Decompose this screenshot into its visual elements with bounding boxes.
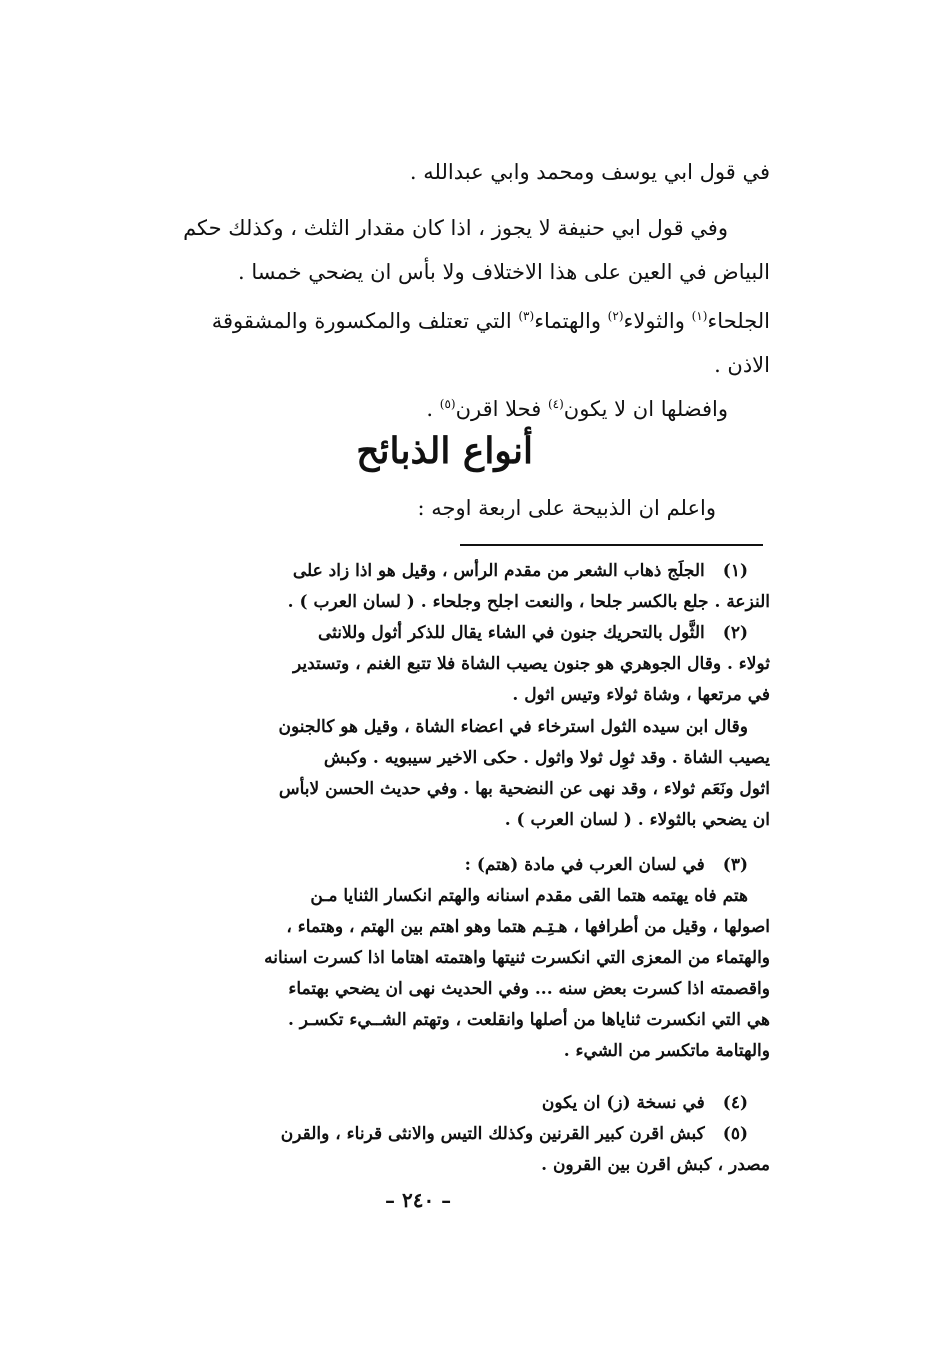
main-paragraph-4 (120, 382, 770, 431)
footnote-text: الجلَج ذهاب الشعر من مقدم الرأس ، وقيل هو اذا زاد على (292, 561, 705, 581)
word: . (426, 397, 440, 421)
text-line: واقصمته اذا كسرت بعض سنه ... وفي الحديث نهى ان يضحي بهتماء (288, 979, 770, 999)
footnote-3 (120, 850, 770, 1067)
section-heading: أنواع الذبائح (356, 430, 533, 472)
footnote-ref: (٤) (547, 397, 564, 411)
text-line: يصيب الشاة . وقد ثوِل ثولا واثول . حكى الاخير سيبويه . وكبش (323, 748, 770, 768)
footnote-number: (٣) (722, 855, 748, 875)
footnote-text: الثَّول بالتحريك جنون في الشاء يقال للذكر أثول وللانثى (317, 623, 705, 643)
word: الجلحاء (707, 309, 770, 333)
text-line: هتم فاه يهتمه هتما القى مقدم اسنانه والهتم انكسار الثنايا مـن (310, 886, 748, 906)
footnote-ref: (١) (691, 309, 708, 323)
text-line: وفي قول ابي حنيفة لا يجوز ، اذا كان مقدار الثلث ، وكذلك حكم (183, 216, 728, 240)
word: والثولاء (623, 309, 692, 333)
main-paragraph-3 (120, 294, 770, 387)
text-line: الاذن . (714, 353, 770, 377)
text-line: مصدر ، كبش اقرن بين القرون . (541, 1155, 770, 1175)
text-line (120, 382, 770, 431)
footnote-2 (120, 618, 770, 711)
text-line: ثولاء . وقال الجوهري هو جنون يصيب الشاة فلا تتبع الغنم ، وتستدير (292, 654, 770, 674)
main-paragraph-2 (120, 206, 770, 294)
intro-line: واعلم ان الذبيحة على اربعة اوجه : (417, 496, 716, 520)
text-line: اصولها ، وقيل من أطرافها ، هـتِـم هتما وهو اهتم بين الهتم ، وهتماء ، (286, 917, 770, 937)
text-line: في مرتعها ، وشاة ثولاء وتيس اثول . (512, 685, 770, 705)
text-line: اثول ونَعَم ثولاء ، وقد نهى عن النضحية بها . وفي حديث الحسن لابأس (278, 779, 770, 799)
text-line: النزعة . جلع بالكسر جلحا ، والنعت اجلح وجلحاء . ( لسان العرب ) . (287, 592, 770, 612)
text-line (120, 294, 770, 343)
word: وافضلها ان لا يكون (563, 397, 728, 421)
text-line: هي التي انكسرت ثناياها من أصلها وانقلعت ، وتهتم الشــيء تكسـر . (287, 1010, 770, 1030)
footnote-separator (460, 544, 763, 546)
text-line (120, 556, 770, 587)
text-line: ان يضحي بالثولاء . ( لسان العرب ) . (504, 810, 770, 830)
footnote-2-continued (120, 712, 770, 836)
footnote-ref: (٥) (439, 397, 456, 411)
text-line: والهتماء من المعزى التي انكسرت ثنيتها واهتمته اهتاما اذا كسرت اسنانه (264, 948, 770, 968)
footnote-text: في لسان العرب في مادة (هتم) : (464, 855, 705, 875)
text-line: البياض في العين على هذا الاختلاف ولا بأس ان يضحي خمسا . (238, 260, 770, 284)
text-line: وقال ابن سيده الثول استرخاء في اعضاء الشاة ، وقيل هو كالجنون (278, 717, 748, 737)
text-line: والهتامة ماتكسر من الشيء . (563, 1041, 770, 1061)
text-line: في قول ابي يوسف ومحمد وابي عبدالله . (409, 160, 770, 184)
footnote-number: (١) (722, 561, 748, 581)
footnote-ref: (٢) (607, 309, 624, 323)
footnote-ref: (٣) (518, 309, 535, 323)
footnote-1 (120, 556, 770, 618)
footnote-text: كبش اقرن كبير القرنين وكذلك التيس والانثى قرناء ، والقرن (280, 1124, 705, 1144)
text-line (120, 1088, 770, 1119)
footnote-5 (120, 1119, 770, 1181)
text-line (120, 850, 770, 881)
footnote-4 (120, 1088, 770, 1119)
word: والهتماء (534, 309, 608, 333)
word: فحلا اقرن (455, 397, 548, 421)
text-line (120, 1119, 770, 1150)
word: التي تعتلف والمكسورة والمشقوقة (211, 309, 519, 333)
footnote-number: (٢) (722, 623, 748, 643)
footnote-number: (٤) (722, 1093, 748, 1113)
footnote-text: في نسخة (ز) ان يكون (541, 1093, 705, 1113)
page-number: – ٢٤٠ – (385, 1188, 452, 1212)
footnote-number: (٥) (722, 1124, 748, 1144)
main-paragraph-1 (120, 150, 770, 194)
text-line (120, 618, 770, 649)
